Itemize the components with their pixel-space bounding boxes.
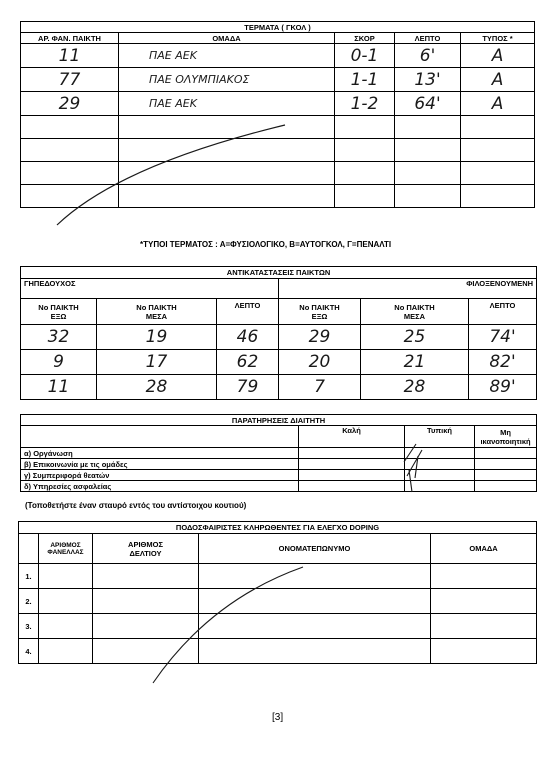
goal-player-number: 77	[21, 68, 119, 92]
remark-label: δ) Υπηρεσίες ασφαλείας	[21, 481, 299, 492]
goals-header-type: ΤΥΠΟΣ *	[461, 33, 535, 44]
home-in: 28	[97, 375, 217, 400]
goals-strike-line	[57, 125, 285, 225]
home-minute: 62	[217, 350, 279, 375]
away-in: 21	[361, 350, 469, 375]
away-team-label: ΦΙΛΟΞΕΝΟΥΜΕΝΗ	[279, 279, 537, 299]
header-away-out: Νο ΠΑΙΚΤΗ ΕΞΩ	[279, 299, 361, 325]
goal-score: 1-2	[335, 92, 395, 116]
away-minute: 74'	[469, 325, 537, 350]
home-out: 32	[21, 325, 97, 350]
home-team-label: ΓΗΠΕΔΟΥΧΟΣ	[21, 279, 279, 299]
goal-team: ΠΑΕ ΟΛΥΜΠΙΑΚΟΣ	[119, 68, 335, 92]
goal-types-footnote: *ΤΥΠΟΙ ΤΕΡΜΑΤΟΣ : Α=ΦΥΣΙΟΛΟΓΙΚΟ, Β=ΑΥΤΟΓΚΟΛ, Γ=ΠΕΝΑΛΤΙ	[140, 240, 392, 249]
away-in: 25	[361, 325, 469, 350]
remarks-typical-mark	[404, 444, 422, 492]
header-card-number: ΑΡΙΘΜΟΣ ΔΕΛΤΙΟΥ	[93, 534, 199, 564]
goal-score: 0-1	[335, 44, 395, 68]
goal-team: ΠΑΕ ΑΕΚ	[119, 44, 335, 68]
header-team: ΟΜΑΔΑ	[431, 534, 537, 564]
header-home-minute: ΛΕΠΤΟ	[217, 299, 279, 325]
substitutions-title: ΑΝΤΙΚΑΤΑΣΤΑΣΕΙΣ ΠΑΙΚΤΩΝ	[21, 267, 537, 279]
doping-strike-line	[153, 567, 303, 683]
header-shirt-number: ΑΡΙΘΜΟΣ ΦΑΝΕΛΛΑΣ	[39, 534, 93, 564]
header-away-in: Νο ΠΑΙΚΤΗ ΜΕΣΑ	[361, 299, 469, 325]
doping-row-number: 4.	[19, 639, 39, 664]
goal-player-number: 11	[21, 44, 119, 68]
header-away-minute: ΛΕΠΤΟ	[469, 299, 537, 325]
goals-header-minute: ΛΕΠΤΟ	[395, 33, 461, 44]
doping-title: ΠΟΔΟΣΦΑΙΡΙΣΤΕΣ ΚΛΗΡΩΘΕΝΤΕΣ ΓΙΑ ΕΛΕΓΧΟ DOPING	[19, 522, 537, 534]
goal-type: A	[461, 44, 535, 68]
away-out: 20	[279, 350, 361, 375]
doping-row-number: 1.	[19, 564, 39, 589]
goal-player-number: 29	[21, 92, 119, 116]
header-home-out: Νο ΠΑΙΚΤΗ ΕΞΩ	[21, 299, 97, 325]
home-out: 11	[21, 375, 97, 400]
home-in: 17	[97, 350, 217, 375]
remarks-instruction: (Τοποθετήστε έναν σταυρό εντός του αντίστοιχου κουτιού)	[25, 501, 247, 510]
goal-type: A	[461, 92, 535, 116]
goals-header-score: ΣΚΟΡ	[335, 33, 395, 44]
col-good: Καλή	[299, 426, 405, 448]
away-in: 28	[361, 375, 469, 400]
doping-row-number: 3.	[19, 614, 39, 639]
goal-score: 1-1	[335, 68, 395, 92]
goal-minute: 6'	[395, 44, 461, 68]
home-minute: 79	[217, 375, 279, 400]
away-minute: 82'	[469, 350, 537, 375]
away-minute: 89'	[469, 375, 537, 400]
header-home-in: Νο ΠΑΙΚΤΗ ΜΕΣΑ	[97, 299, 217, 325]
away-out: 7	[279, 375, 361, 400]
away-out: 29	[279, 325, 361, 350]
page-number: [3]	[272, 712, 284, 723]
remarks-title: ΠΑΡΑΤΗΡΗΣΕΙΣ ΔΙΑΙΤΗΤΗ	[21, 415, 537, 426]
remark-label: γ) Συμπεριφορά θεατών	[21, 470, 299, 481]
home-in: 19	[97, 325, 217, 350]
goals-title: ΤΕΡΜΑΤΑ ( ΓΚΟΛ )	[21, 22, 535, 33]
home-out: 9	[21, 350, 97, 375]
doping-row-number: 2.	[19, 589, 39, 614]
goal-minute: 13'	[395, 68, 461, 92]
col-unsatisfactory: Μη ικανοποιητική	[475, 426, 537, 448]
remark-label: α) Οργάνωση	[21, 448, 299, 459]
goals-header-team: ΟΜΑΔΑ	[119, 33, 335, 44]
goals-header-number: ΑΡ. ΦΑΝ. ΠΑΙΚΤΗ	[21, 33, 119, 44]
remark-label: β) Επικοινωνία με τις ομάδες	[21, 459, 299, 470]
goal-type: A	[461, 68, 535, 92]
col-typical: Τυπική	[405, 426, 475, 448]
goal-minute: 64'	[395, 92, 461, 116]
goal-team: ΠΑΕ ΑΕΚ	[119, 92, 335, 116]
header-full-name: ΟΝΟΜΑΤΕΠΩΝΥΜΟ	[199, 534, 431, 564]
home-minute: 46	[217, 325, 279, 350]
